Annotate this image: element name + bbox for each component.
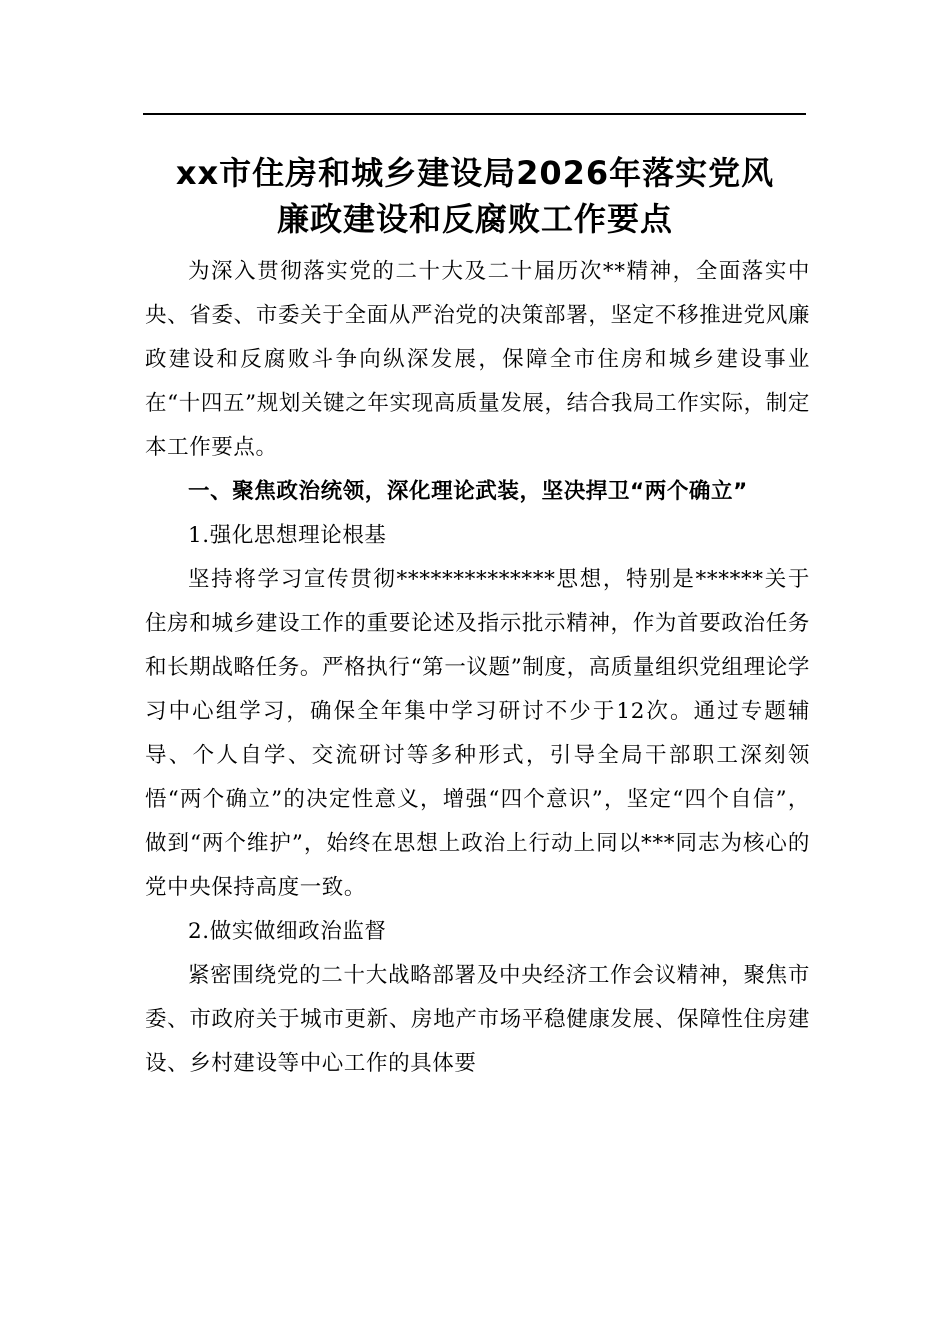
item-2-paragraph: 紧密围绕党的二十大战略部署及中央经济工作会议精神，聚焦市委、市政府关于城市更新、房地产市场平稳健康发展、保障性住房建设、乡村建设等中心工作的具体要 [145,963,810,1076]
intro-paragraph: 为深入贯彻落实党的二十大及二十届历次**精神，全面落实中央、省委、市委关于全面从严治党的决策部署，坚定不移推进党风廉政建设和反腐败斗争向纵深发展，保障全市住房和城乡建设事业在“十四五”规划关键之年实现高质量发展，结合我局工作实际，制定本工作要点。 [145,259,810,460]
document-title [120,150,830,242]
title-line-2: 廉政建设和反腐败工作要点 [276,200,673,238]
title-line-1: xx市住房和城乡建设局2026年落实党风 [175,154,775,192]
item-2-heading: 2.做实做细政治监督 [188,919,387,944]
header-rule [143,113,806,115]
document-body [145,250,810,1086]
section-1-heading: 一、聚焦政治统领，深化理论武装，坚决捍卫“两个确立” [188,479,748,504]
item-1-heading: 1.强化思想理论根基 [188,523,387,548]
item-1-paragraph: 坚持将学习宣传贯彻**************思想，特别是******关于住房和城乡建设工作的重要论述及指示批示精神，作为首要政治任务和长期战略任务。严格执行“第一议题”制度，高质量组织党组理论学习中心组学习，确保全年集中学习研讨不少于12次。通过专题辅导、个人自学、交流研讨等多种形式，引导全局干部职工深刻领悟“两个确立”的决定性意义，增强“四个意识”，坚定“四个自信”，做到“两个维护”，始终在思想上政治上行动上同以***同志为核心的党中央保持高度一致。 [145,567,810,900]
